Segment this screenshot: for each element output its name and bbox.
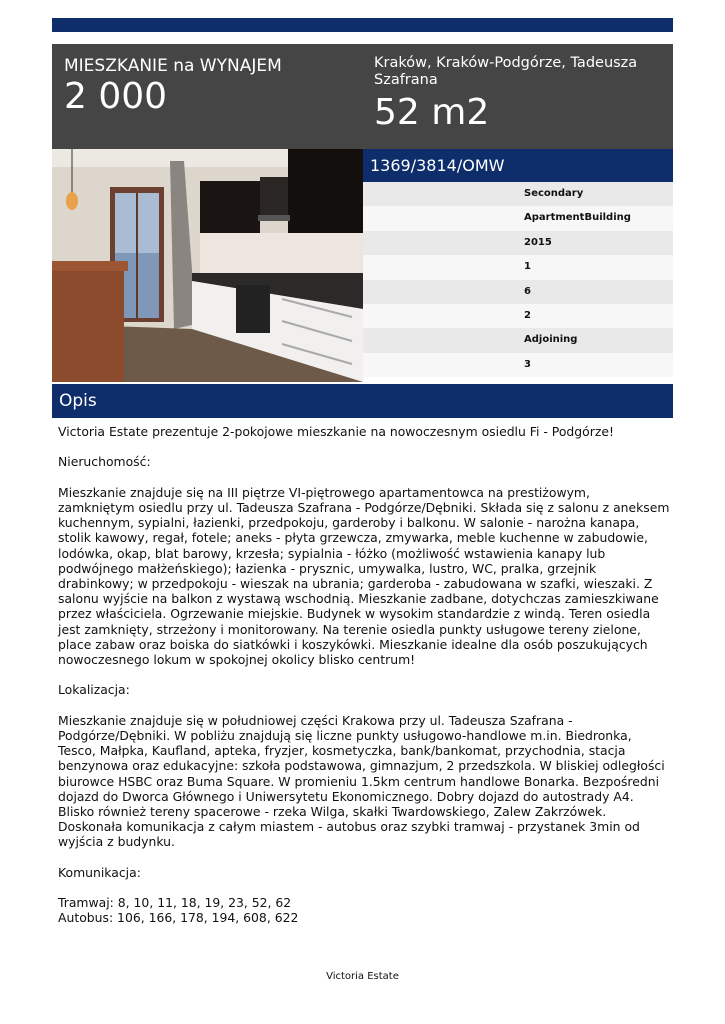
top-accent-bar: [52, 18, 673, 32]
listing-header: [52, 44, 673, 149]
detail-rooms: 2: [363, 304, 673, 328]
detail-floor: 1: [363, 255, 673, 279]
detail-build-year: 2015: [363, 231, 673, 255]
transport-bus: Autobus: 106, 166, 178, 194, 608, 622: [58, 910, 299, 926]
section-title: Opis: [52, 384, 673, 418]
heading-location: Lokalizacja:: [58, 682, 130, 698]
detail-market: Secondary: [363, 182, 673, 206]
detail-building-type: ApartmentBuilding: [363, 206, 673, 230]
listing-type: MIESZKANIE na WYNAJEM: [64, 56, 282, 76]
transport-tram: Tramwaj: 8, 10, 11, 18, 19, 23, 52, 62: [58, 895, 292, 911]
heading-property: Nieruchomość:: [58, 454, 151, 470]
detail-kitchen-type: Adjoining: [363, 328, 673, 352]
description-intro: Victoria Estate prezentuje 2-pokojowe mieszkanie na nowoczesnym osiedlu Fi - Podgórze!: [58, 424, 614, 439]
heading-transport: Komunikacja:: [58, 864, 141, 880]
property-photo: [52, 149, 363, 382]
reference-number: 1369/3814/OMW: [363, 149, 673, 182]
listing-area: 52 m2: [374, 92, 490, 133]
listing-price: 2 000: [64, 76, 168, 117]
footer-company: Victoria Estate: [326, 971, 399, 982]
listing-location: Kraków, Kraków-Podgórze, Tadeusza Szafrana: [374, 55, 638, 88]
property-details: [363, 149, 673, 377]
detail-total-floors: 6: [363, 280, 673, 304]
description: [58, 424, 670, 926]
detail-value: 3: [363, 353, 673, 377]
description-property: Mieszkanie znajduje się na III piętrze VI-piętrowego apartamentowca na prestiżowym, zamkniętym osiedlu przy ul. Tadeusza Szafrana - Podgórze/Dębniki. Składa się z salonu z aneksem kuchennym, sypialni, łazienki, przedpokoju, garderoby i balkonu. W salonie - narożna kanapa, stolik kawowy, regał, fotele; aneks - płyta grzewcza, zmywarka, meble kuchenne w zabudowie, lodówka, okap, blat barowy, krzesła; sypialnia - łóżko (możliwość wstawienia kanapy lub podwójnego małżeńskiego); łazienka - prysznic, umywalka, lustro, WC, pralka, grzejnik drabinkowy; w przedpokoju - wieszak na ubrania; garderoba - zabudowana w szafki, wieszaki. Z salonu wyjście na balkon z wystawą wschodnią. Mieszkanie zadbane, dotychczas zamieszkiwane przez właściciela. Ogrzewanie miejskie. Budynek w wysokim standardzie z windą. Teren osiedla jest zamknięty, strzeżony i monitorowany. Na terenie osiedla punkty usługowe tereny zielone, place zabaw oraz boiska do siatkówki i koszykówki. Mieszkanie idealne dla osób poszukujących nowoczesnego lokum w spokojnej okolicy blisko centrum!: [58, 484, 670, 668]
description-location: Mieszkanie znajduje się w południowej części Krakowa przy ul. Tadeusza Szafrana - Podgórze/Dębniki. W pobliżu znajdują się liczne punkty usługowo-handlowe m.in. Biedronka, Tesco, Małpka, Kaufland, apteka, fryzjer, kosmetyczka, bank/bankomat, przychodnia, stacja benzynowa oraz edukacyjne: szkoła podstawowa, gimnazjum, 2 przedszkola. W bliskiej odległości biurowce HSBC oraz Buma Square. W promieniu 1.5km centrum handlowe Bonarka. Bezpośredni dojazd do Dworca Głównego i Uniwersytetu Ekonomicznego. Dobry dojazd do autostrady A4. Blisko również tereny spacerowe - rzeka Wilga, skałki Twardowskiego, Zalew Zakrzówek. Doskonała komunikacja z całym miastem - autobus oraz szybki tramwaj - przystanek 3min od wyjścia z budynku.: [58, 712, 665, 850]
